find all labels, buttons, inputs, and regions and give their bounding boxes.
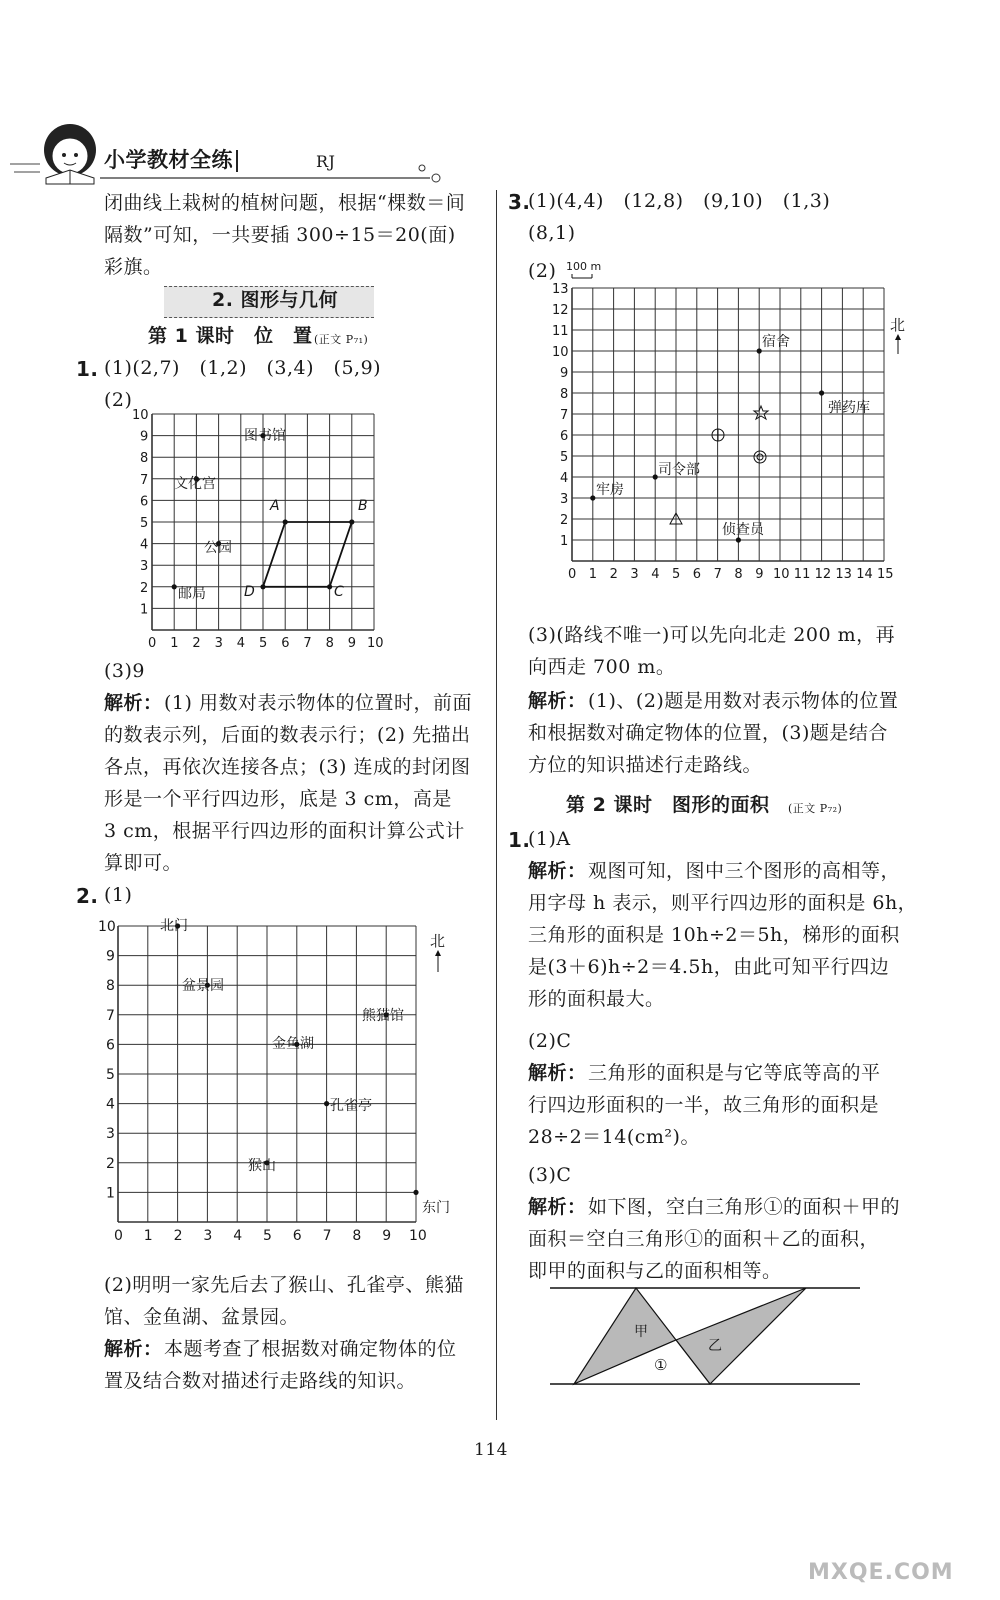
q1-number: 1. bbox=[76, 357, 99, 381]
q3-part3-2: 向西走 700 m。 bbox=[528, 656, 676, 678]
grid-point bbox=[283, 519, 288, 524]
x-tick-label: 14 bbox=[856, 567, 873, 582]
x-tick-label: 15 bbox=[877, 567, 894, 582]
q1-part3: (3)9 bbox=[104, 660, 146, 682]
label-scout: 侦查员 bbox=[722, 522, 764, 538]
figure-label-one: ① bbox=[654, 1356, 668, 1374]
q3-jiexi-3: 方位的知识描述行走路线。 bbox=[528, 754, 763, 776]
y-tick-label: 2 bbox=[140, 580, 149, 596]
r-q1-j2-2: 行四边形面积的一半，故三角形的面积是 bbox=[528, 1094, 880, 1116]
x-tick-label: 4 bbox=[651, 567, 660, 582]
x-tick-label: 1 bbox=[143, 1228, 153, 1244]
y-tick-label: 6 bbox=[140, 494, 149, 510]
y-tick-label: 5 bbox=[106, 1067, 115, 1083]
y-tick-label: 3 bbox=[106, 1126, 115, 1143]
label-D: D bbox=[244, 584, 255, 600]
y-tick-label: 12 bbox=[552, 303, 569, 318]
label-post-office: 邮局 bbox=[178, 586, 206, 602]
q2-answer-1: (2)明明一家先后去了猴山、孔雀亭、熊猫 bbox=[104, 1274, 464, 1296]
label-bonsai-garden: 盆景园 bbox=[182, 978, 224, 994]
x-tick-label: 5 bbox=[672, 567, 681, 582]
label-command: 司令部 bbox=[658, 462, 700, 478]
header-separator bbox=[236, 150, 238, 172]
q3-part1-2: (8,1) bbox=[528, 222, 576, 244]
y-tick-label: 3 bbox=[560, 492, 569, 507]
header-brand: 小学教材全练 bbox=[104, 148, 233, 172]
x-tick-label: 2 bbox=[173, 1228, 183, 1244]
r-q1-j2-1: 三角形的面积是与它等底等高的平 bbox=[588, 1062, 881, 1084]
label-cultural-palace: 文化宫 bbox=[174, 476, 216, 492]
north-label-2: 北 bbox=[430, 932, 446, 950]
intro-line-1: 闭曲线上栽树的植树问题，根据“棵数＝间 bbox=[104, 192, 466, 214]
q3-jiexi-label: 解析： bbox=[528, 690, 587, 712]
grid-point bbox=[327, 584, 332, 589]
r-q1-j1-3: 三角形的面积是 10h÷2＝5h，梯形的面积 bbox=[528, 924, 900, 946]
r-q1-a3: (3)C bbox=[528, 1164, 572, 1186]
y-tick-label: 7 bbox=[560, 408, 569, 423]
r-q1-number: 1. bbox=[508, 828, 531, 852]
girl-reading-icon bbox=[44, 124, 96, 184]
x-tick-label: 7 bbox=[303, 636, 312, 651]
chart1-ticks bbox=[132, 408, 384, 651]
q3-jiexi-2: 和根据数对确定物体的位置，(3)题是结合 bbox=[528, 722, 888, 744]
r-q1-j1-1: 观图可知，图中三个图形的高相等， bbox=[588, 860, 901, 882]
y-tick-label: 13 bbox=[552, 282, 569, 297]
y-tick-label: 10 bbox=[132, 408, 149, 423]
x-tick-label: 10 bbox=[773, 567, 790, 582]
y-tick-label: 4 bbox=[140, 537, 149, 553]
circle-marker bbox=[712, 429, 724, 441]
y-tick-label: 4 bbox=[106, 1096, 115, 1113]
x-tick-label: 1 bbox=[588, 567, 598, 582]
y-tick-label: 7 bbox=[140, 472, 149, 488]
q3-number: 3. bbox=[508, 190, 531, 214]
y-tick-label: 3 bbox=[140, 559, 149, 575]
q3-part1-1: (1)(4,4) (12,8) (9,10) (1,3) bbox=[528, 190, 831, 212]
grid-point bbox=[590, 495, 595, 500]
q2-part1: (1) bbox=[104, 884, 133, 906]
intro-line-3: 彩旗。 bbox=[104, 256, 163, 278]
q2-number: 2. bbox=[76, 884, 99, 908]
r-q1-j3-1: 如下图，空白三角形①的面积＋甲的 bbox=[588, 1196, 901, 1218]
q1-jiexi-5: 3 cm，根据平行四边形的面积计算公式计 bbox=[104, 820, 465, 842]
q1-jiexi-6: 算即可。 bbox=[104, 852, 183, 874]
label-peacock-pavilion: 孔雀亭 bbox=[330, 1098, 372, 1114]
q2-jiexi-1: 本题考查了根据数对确定物体的位 bbox=[164, 1338, 457, 1360]
label-prison: 牢房 bbox=[596, 482, 624, 498]
y-tick-label: 2 bbox=[560, 513, 569, 528]
q3-jiexi-1: (1)、(2)题是用数对表示物体的位置 bbox=[588, 690, 899, 712]
x-tick-label: 2 bbox=[609, 567, 618, 582]
scale-label: 100 m bbox=[566, 260, 602, 273]
north-arrowhead-3 bbox=[895, 334, 901, 340]
x-tick-label: 0 bbox=[148, 636, 157, 651]
x-tick-label: 4 bbox=[236, 636, 246, 651]
r-q1-j3-3: 即甲的面积与乙的面积相等。 bbox=[528, 1260, 782, 1282]
figure-label-yi: 乙 bbox=[708, 1338, 722, 1354]
label-goldfish-lake: 金鱼湖 bbox=[272, 1036, 314, 1052]
label-panda-house: 熊猫馆 bbox=[362, 1008, 404, 1024]
x-tick-label: 8 bbox=[325, 636, 334, 651]
label-A: A bbox=[270, 498, 280, 514]
double-circle-marker bbox=[754, 451, 766, 463]
header-edition: RJ bbox=[316, 152, 336, 171]
lesson2-ref: (正文 P₇₂) bbox=[788, 802, 843, 815]
x-tick-label: 6 bbox=[692, 567, 702, 582]
x-tick-label: 9 bbox=[755, 567, 764, 582]
x-tick-label: 10 bbox=[367, 636, 384, 651]
y-tick-label: 11 bbox=[552, 324, 569, 339]
x-tick-label: 2 bbox=[192, 636, 201, 651]
y-tick-label: 10 bbox=[552, 345, 569, 360]
r-q1-j1-4: 是(3＋6)h÷2＝4.5h，由此可知平行四边 bbox=[528, 956, 890, 978]
y-tick-label: 7 bbox=[106, 1007, 115, 1024]
q3-part2: (2) bbox=[528, 260, 557, 282]
page-number: 114 bbox=[474, 1440, 508, 1460]
y-tick-label: 10 bbox=[98, 919, 116, 935]
y-tick-label: 5 bbox=[140, 516, 149, 531]
label-north-gate: 北门 bbox=[160, 918, 188, 934]
section-title: 2. 图形与几何 bbox=[212, 289, 339, 311]
grid-point bbox=[324, 1101, 329, 1106]
x-tick-label: 5 bbox=[259, 636, 268, 651]
y-tick-label: 9 bbox=[106, 948, 115, 965]
r-q1-a1: (1)A bbox=[528, 828, 571, 850]
grid-point bbox=[349, 519, 354, 524]
label-east-gate: 东门 bbox=[422, 1200, 450, 1216]
q2-jiexi-label: 解析： bbox=[104, 1338, 163, 1360]
r-q1-j2-label: 解析： bbox=[528, 1062, 587, 1084]
q2-jiexi-2: 置及结合数对描述行走路线的知识。 bbox=[104, 1370, 417, 1392]
r-q1-a2: (2)C bbox=[528, 1030, 572, 1052]
figure-label-jia: 甲 bbox=[634, 1324, 648, 1340]
q3-part3-1: (3)(路线不唯一)可以先向北走 200 m，再 bbox=[528, 624, 896, 646]
star-marker bbox=[754, 406, 768, 419]
q1-jiexi-1: (1) 用数对表示物体的位置时，前面 bbox=[164, 692, 472, 714]
x-tick-label: 1 bbox=[170, 636, 179, 651]
x-tick-label: 11 bbox=[793, 567, 811, 582]
r-q1-j1-2: 用字母 h 表示，则平行四边形的面积是 6h， bbox=[528, 892, 918, 914]
y-tick-label: 4 bbox=[560, 471, 569, 486]
x-tick-label: 4 bbox=[233, 1228, 243, 1244]
chart3-grid bbox=[572, 288, 884, 561]
label-dormitory: 宿舍 bbox=[762, 334, 790, 350]
y-tick-label: 9 bbox=[140, 429, 149, 445]
q2-answer-2: 馆、金鱼湖、盆景园。 bbox=[104, 1306, 300, 1328]
grid-point bbox=[819, 390, 824, 395]
x-tick-label: 12 bbox=[814, 567, 832, 582]
r-q1-j1-5: 形的面积最大。 bbox=[528, 988, 665, 1010]
x-tick-label: 9 bbox=[382, 1228, 392, 1244]
x-tick-label: 0 bbox=[114, 1228, 123, 1244]
y-tick-label: 1 bbox=[140, 602, 149, 618]
x-tick-label: 10 bbox=[409, 1228, 427, 1244]
y-tick-label: 8 bbox=[560, 387, 569, 402]
x-tick-label: 6 bbox=[281, 636, 290, 651]
x-tick-label: 13 bbox=[835, 567, 852, 582]
column-divider bbox=[496, 190, 497, 1420]
lesson2-title: 第 2 课时 图形的面积 bbox=[566, 794, 770, 816]
q1-part1: (1)(2,7) (1,2) (3,4) (5,9) bbox=[104, 357, 382, 379]
x-tick-label: 7 bbox=[713, 567, 722, 582]
triangle-figure bbox=[540, 1278, 880, 1408]
q1-jiexi-3: 各点，再依次连接各点；(3) 连成的封闭图 bbox=[104, 756, 471, 778]
label-B: B bbox=[358, 498, 368, 514]
x-tick-label: 8 bbox=[352, 1228, 362, 1244]
grid-point bbox=[736, 537, 741, 542]
x-tick-label: 3 bbox=[203, 1228, 213, 1244]
y-tick-label: 5 bbox=[560, 450, 569, 465]
q1-jiexi-4: 形是一个平行四边形，底是 3 cm，高是 bbox=[104, 788, 452, 810]
label-library: 图书馆 bbox=[244, 428, 286, 444]
y-tick-label: 6 bbox=[106, 1037, 115, 1054]
north-label-3: 北 bbox=[890, 316, 906, 334]
lesson1-title: 第 1 课时 位 置 bbox=[148, 325, 313, 347]
x-tick-label: 9 bbox=[347, 636, 357, 651]
label-park: 公园 bbox=[204, 540, 232, 556]
north-arrowhead-2 bbox=[435, 950, 441, 956]
y-tick-label: 2 bbox=[106, 1155, 115, 1172]
chart-position-grid bbox=[130, 392, 400, 652]
y-tick-label: 6 bbox=[560, 429, 569, 444]
q1-jiexi-2: 的数表示列，后面的数表示行；(2) 先描出 bbox=[104, 724, 471, 746]
q1-jiexi-label: 解析： bbox=[104, 692, 163, 714]
x-tick-label: 7 bbox=[322, 1228, 332, 1244]
q1-part2: (2) bbox=[104, 389, 133, 411]
x-tick-label: 8 bbox=[734, 567, 743, 582]
y-tick-label: 1 bbox=[560, 534, 569, 549]
y-tick-label: 1 bbox=[106, 1185, 115, 1202]
lesson1-ref: (正文 P₇₁) bbox=[314, 333, 369, 346]
y-tick-label: 8 bbox=[106, 978, 115, 995]
r-q1-j1-label: 解析： bbox=[528, 860, 587, 882]
label-C: C bbox=[334, 584, 344, 600]
grid-point bbox=[413, 1190, 418, 1195]
r-q1-j3-label: 解析： bbox=[528, 1196, 587, 1218]
label-arsenal: 弹药库 bbox=[828, 400, 870, 416]
chart2-grid bbox=[118, 926, 416, 1222]
r-q1-j3-2: 面积＝空白三角形①的面积＋乙的面积， bbox=[528, 1228, 880, 1250]
watermark: MXQE.COM bbox=[808, 1560, 954, 1585]
intro-line-2: 隔数”可知，一共要插 300÷15＝20(面) bbox=[104, 224, 456, 246]
chart-park-map bbox=[90, 910, 480, 1260]
x-tick-label: 3 bbox=[630, 567, 639, 582]
x-tick-label: 5 bbox=[263, 1228, 272, 1244]
y-tick-label: 8 bbox=[140, 451, 149, 467]
x-tick-label: 6 bbox=[292, 1228, 302, 1244]
chart-map-grid bbox=[550, 258, 920, 588]
grid-point bbox=[172, 584, 177, 589]
r-q1-j2-3: 28÷2＝14(cm²)。 bbox=[528, 1126, 700, 1148]
grid-point bbox=[260, 584, 265, 589]
x-tick-label: 0 bbox=[568, 567, 577, 582]
y-tick-label: 9 bbox=[560, 366, 569, 381]
x-tick-label: 3 bbox=[214, 636, 223, 651]
label-monkey-hill: 猴山 bbox=[248, 1158, 276, 1174]
